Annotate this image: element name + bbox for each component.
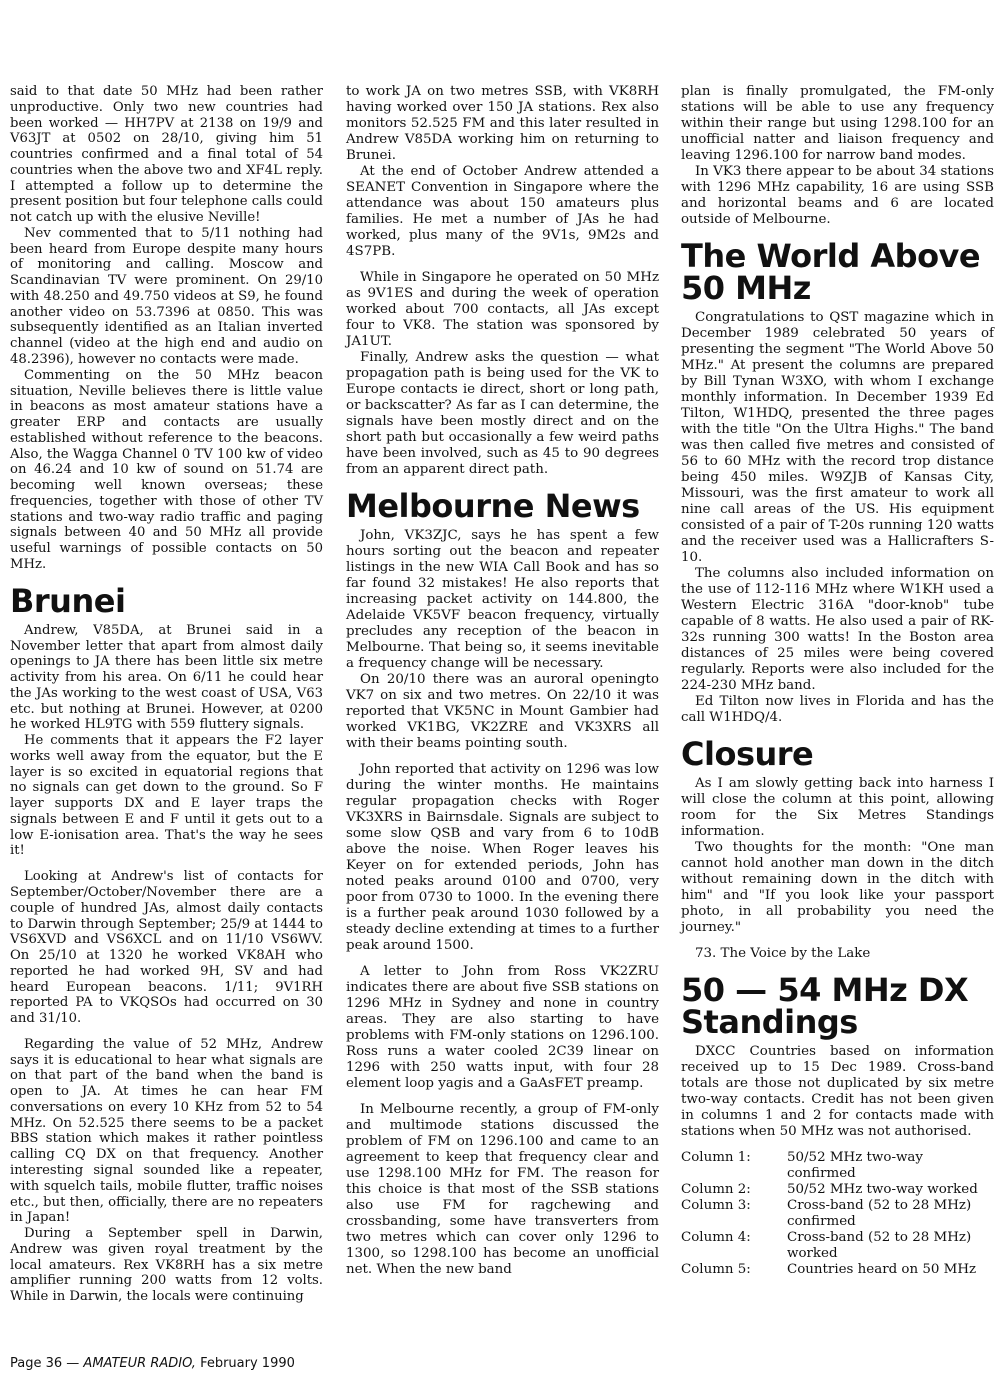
legend-desc: Cross-band (52 to 28 MHz) worked bbox=[787, 1230, 972, 1261]
paragraph: Finally, Andrew asks the question — what propagation path is being used for the VK to Europe contacts ie direct, short or long path, or backscatter? As far as I can determine, the signals have been mostly direct and on the short path but occasionally a few weird paths have been involved, such as 45 to 90 degrees from an apparent direct path. bbox=[346, 350, 659, 477]
paragraph: Commenting on the 50 MHz beacon situation, Neville believes there is little value in beacons as most amateur stations have a greater ERP and contacts are usually established without reference to the beacons. Also, the Wagga Channel 0 TV 100 kw of video on 46.24 and 10 kw of sound on 51.74 are becoming well known overseas; these frequencies, together with those of other TV stations and two-way radio traffic and paging signals between 40 and 50 MHz all provide useful warnings of possible contacts on 50 MHz. bbox=[10, 367, 323, 572]
paragraph: to work JA on two metres SSB, with VK8RH having worked over 150 JA stations. Rex also monitors 52.525 FM and this later resulted in Andrew V85DA working him on returning to Brunei. bbox=[346, 84, 659, 163]
column-1 bbox=[10, 84, 323, 1305]
paragraph: The columns also included information on the use of 112-116 MHz where W1KH used a Western Electric 316A "door-knob" tube capable of 8 watts. He also used a pair of RK-32s running 300 watts! In the Boston area distances of 25 miles were being covered regularly. Reports were also included for the 224-230 MHz band. bbox=[681, 566, 994, 693]
page-footer bbox=[10, 1356, 295, 1371]
legend-label: Column 2: bbox=[681, 1182, 751, 1197]
legend-label: Column 3: bbox=[681, 1198, 751, 1213]
paragraph: DXCC Countries based on information received up to 15 Dec 1989. Cross-band totals are those not duplicated by six metre two-way contacts. Credit has not been given in columns 1 and 2 for contacts made with stations when 50 MHz was not authorised. bbox=[681, 1044, 994, 1139]
legend-desc: 50/52 MHz two-way worked bbox=[787, 1182, 978, 1197]
paragraph: While in Singapore he operated on 50 MHz as 9V1ES and during the week of operation worked about 700 contacts, all JAs except four to VK8. The station was sponsored by JA1UT. bbox=[346, 270, 659, 349]
column-2 bbox=[346, 84, 659, 1278]
paragraph: In VK3 there appear to be about 34 stations with 1296 MHz capability, 16 are using SSB and horizontal beams and 6 are located outside of Melbourne. bbox=[681, 164, 994, 227]
paragraph: John, VK3ZJC, says he has spent a few hours sorting out the beacon and repeater listings in the new WIA Call Book and has so far found 32 mistakes! He also reports that increasing packet activity on 144.800, the Adelaide VK5VF beacon frequency, virtually precludes any reception of the beacon in Melbourne. That being so, it seems inevitable a frequency change will be necessary. bbox=[346, 528, 659, 671]
publication-name: AMATEUR RADIO, bbox=[83, 1356, 196, 1371]
paragraph: Congratulations to QST magazine which in December 1989 celebrated 50 years of presenting the segment "The World Above 50 MHz." At present the columns are prepared by Bill Tynan W3XO, with whom I exchange monthly information. In December 1939 Ed Tilton, W1HDQ, presented the three pages with the title "On the Ultra Highs." The band was then called five metres and consisted of 56 to 60 MHz with the record trop distance being 450 miles. W9ZJB of Kansas City, Missouri, was the first amateur to work all nine call areas of the US. His equipment consisted of a pair of T-20s running 120 watts and the receiver used was a Hallicrafters S-10. bbox=[681, 310, 994, 565]
paragraph: On 20/10 there was an auroral openingto VK7 on six and two metres. On 22/10 it was reported that VK5NC in Mount Gambier had worked VK1BG, VK2ZRE and VK3XRS all with their beams pointing south. bbox=[346, 672, 659, 751]
legend-label: Column 1: bbox=[681, 1150, 751, 1165]
paragraph: As I am slowly getting back into harness I will close the column at this point, allowing room for the Six Metres Standings information. bbox=[681, 776, 994, 839]
paragraph: At the end of October Andrew attended a SEANET Convention in Singapore where the attendance was about 150 amateurs plus families. He met a number of JAs he had worked, plus many of the 9V1s, 9M2s and 4S7PB. bbox=[346, 164, 659, 259]
paragraph: Ed Tilton now lives in Florida and has the call W1HDQ/4. bbox=[681, 694, 994, 725]
page-number: Page 36 — bbox=[10, 1356, 80, 1371]
signature: 73. The Voice by the Lake bbox=[695, 946, 871, 961]
legend-desc: Cross-band (52 to 28 MHz) confirmed bbox=[787, 1198, 972, 1229]
paragraph: In Melbourne recently, a group of FM-only and multimode stations discussed the problem of FM on 1296.100 and came to an agreement to keep that frequency clear and use 1298.100 MHz for FM. The reason for this choice is that most of the SSB stations also use FM for ragchewing and crossbanding, some have transverters from two metres which can cover only 1296 to 1300, so 1298.100 has become an unofficial net. When the new band bbox=[346, 1102, 659, 1277]
column-3 bbox=[681, 84, 994, 1278]
legend-label: Column 4: bbox=[681, 1230, 751, 1245]
paragraph: Nev commented that to 5/11 nothing had been heard from Europe despite many hours of monitoring and calling. Moscow and Scandinavian TV were prominent. On 29/10 with 48.250 and 49.750 videos at S9, he found another video on 53.7396 at 0850. This was subsequently identified as an Italian inverted channel (video at the high end and audio on 48.2396), however no contacts were made. bbox=[10, 225, 323, 368]
legend-label: Column 5: bbox=[681, 1262, 751, 1277]
paragraph: During a September spell in Darwin, Andrew was given royal treatment by the local amateurs. Rex VK8RH has a six metre amplifier running 200 watts from 12 volts. While in Darwin, the locals were continuing bbox=[10, 1226, 323, 1305]
heading-melbourne-news: Melbourne News bbox=[346, 487, 640, 525]
heading-dx-standings: 50 — 54 MHz DX Standings bbox=[681, 971, 969, 1041]
paragraph: Regarding the value of 52 MHz, Andrew says it is educational to hear what signals are on that part of the band when the band is open to JA. At times he can hear FM conversations on every 10 KHz from 52 to 54 MHz. On 52.525 there seems to be a packet BBS station which makes it rather pointless calling CQ DX on that frequency. Another interesting signal sounded like a repeater, with squelch tails, mobile flutter, traffic noises etc., but then, officially, there are no repeaters in Japan! bbox=[10, 1036, 323, 1226]
column-legend bbox=[681, 1150, 994, 1278]
heading-brunei: Brunei bbox=[10, 581, 126, 620]
paragraph: He comments that it appears the F2 layer works well away from the equator, but the E layer is so excited in equatorial regions that no signals can get down to the ground. So F layer supports DX and E layer traps the signals between E and F until it gets out to a low E-ionisation area. That's the way he sees it! bbox=[10, 733, 323, 859]
heading-world-above-50: The World Above 50 MHz bbox=[681, 237, 981, 307]
heading-closure: Closure bbox=[681, 735, 814, 773]
legend-desc: 50/52 MHz two-way confirmed bbox=[787, 1150, 923, 1181]
paragraph: Two thoughts for the month: "One man cannot hold another man down in the ditch without remaining down in the ditch with him" and "If you look like your passport photo, in all probability you need the journey." bbox=[681, 840, 994, 935]
paragraph: said to that date 50 MHz had been rather unproductive. Only two new countries had been worked — HH7PV at 2138 on 19/9 and V63JT at 0502 on 28/10, giving him 51 countries confirmed and a final total of 54 countries when the above two and XF4L reply. I attempted a follow up to determine the present position but four telephone calls could not catch up with the elusive Neville! bbox=[10, 84, 323, 226]
issue-date: February 1990 bbox=[200, 1356, 295, 1371]
paragraph: Looking at Andrew's list of contacts for September/October/November there are a couple of hundred JAs, almost daily contacts to Darwin through September; 25/9 at 1444 to VS6XVD and VS6XCL and on 11/10 VS6WV. On 25/10 at 1320 he worked VK8AH who reported he had worked 9H, SV and had heard European beacons. 1/11; 9V1RH reported PA to VKQSOs had occurred on 30 and 31/10. bbox=[10, 869, 323, 1027]
paragraph: A letter to John from Ross VK2ZRU indicates there are about five SSB stations on 1296 MHz in Sydney and none in country areas. They are also starting to have problems with FM-only stations on 1296.100. Ross runs a water cooled 2C39 linear on 1296 with 250 watts input, with four 28 element loop yagis and a GaAsFET preamp. bbox=[346, 964, 659, 1091]
paragraph: John reported that activity on 1296 was low during the winter months. He maintains regular propagation checks with Roger VK3XRS in Bairnsdale. Signals are subject to some slow QSB and vary from 6 to 10dB above the noise. When Roger leaves his Keyer on for extended periods, John has noted peaks around 0100 and 0700, very poor from 0730 to 1000. In the evening there is a further peak around 1030 followed by a steady decline extending at times to a further peak around 1500. bbox=[346, 762, 659, 953]
paragraph: Andrew, V85DA, at Brunei said in a November letter that apart from almost daily openings to JA there has been little six metre activity from his area. On 6/11 he could hear the JAs working to the west coast of USA, V63 etc. but nothing at Brunei. However, at 0200 he worked HL9TG with 559 fluttery signals. bbox=[10, 622, 323, 733]
paragraph: plan is finally promulgated, the FM-only stations will be able to use any frequency within their range but using 1298.100 for an unofficial natter and liaison frequency and leaving 1296.100 for narrow band modes. bbox=[681, 84, 994, 163]
legend-desc: Countries heard on 50 MHz bbox=[787, 1262, 977, 1277]
